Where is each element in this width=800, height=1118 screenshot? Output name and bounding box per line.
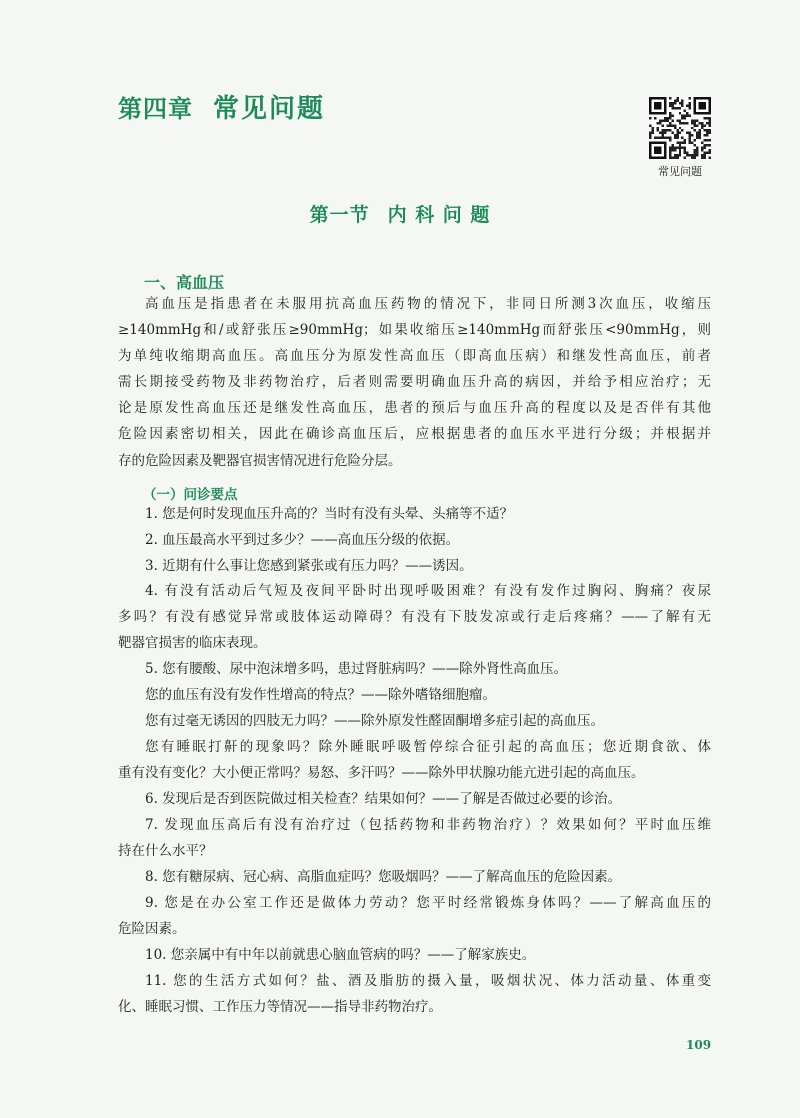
text-line: 7. 发现血压高后有没有治疗过（包括药物和非药物治疗）？效果如何？平时血压维: [145, 817, 711, 833]
text-line: 化、睡眠习惯、工作压力等情况——指导非药物治疗。: [118, 999, 442, 1016]
text-line: 您有睡眠打鼾的现象吗？除外睡眠呼吸暂停综合征引起的高血压；您近期食欲、体: [145, 739, 711, 755]
section-heading: [0, 200, 800, 227]
text-line: ≥140mmHg和/或舒张压≥90mmHg；如果收缩压≥140mmHg而舒张压<90mmHg，则: [118, 322, 711, 339]
text-line: 多吗？有没有感觉异常或肢体运动障碍？有没有下肢发凉或行走后疼痛？——了解有无: [118, 609, 711, 626]
subheading: （一）问诊要点: [143, 487, 238, 503]
chapter-number: 第四章: [118, 94, 193, 123]
question-5: 5. 您有腰酸、尿中泡沫增多吗，患过肾脏病吗？——除外肾性高血压。: [145, 661, 568, 677]
text-line: 持在什么水平？: [118, 843, 213, 860]
text-line: 存的危险因素及靶器官损害情况进行危险分层。: [118, 452, 402, 469]
text-line: 危险因素。: [118, 921, 186, 938]
question-6: 6. 发现后是否到医院做过相关检查？结果如何？——了解是否做过必要的诊治。: [145, 791, 622, 807]
question-11: [118, 968, 711, 1020]
section-title: 内 科 问 题: [387, 204, 491, 226]
text-line: 9. 您是在办公室工作还是做体力劳动？您平时经常锻炼身体吗？——了解高血压的: [145, 895, 711, 911]
question-8: 8. 您有糖尿病、冠心病、高脂血症吗？您吸烟吗？——了解高血压的危险因素。: [145, 869, 622, 885]
text-line: 高血压是指患者在未服用抗高血压药物的情况下，非同日所测3次血压，收缩压: [145, 296, 711, 312]
text-line: 4. 有没有活动后气短及夜间平卧时出现呼吸困难？有没有发作过胸闷、胸痛？夜尿: [145, 583, 711, 599]
question-5-sleep-thyroid: [118, 734, 711, 786]
question-9: [118, 890, 711, 942]
text-line: 重有没有变化？大小便正常吗？易怒、多汗吗？——除外甲状腺功能亢进引起的高血压。: [118, 765, 645, 782]
text-line: 需长期接受药物及非药物治疗，后者则需要明确血压升高的病因，并给予相应治疗；无: [118, 374, 711, 391]
question-7: [118, 812, 711, 864]
question-5-pheo: 您的血压有没有发作性增高的特点？——除外嗜铬细胞瘤。: [145, 687, 496, 703]
text-line: 为单纯收缩期高血压。高血压分为原发性高血压（即高血压病）和继发性高血压，前者: [118, 348, 711, 365]
intro-paragraph: [118, 291, 711, 474]
section-number: 第一节: [309, 204, 370, 226]
qr-caption: 常见问题: [658, 165, 702, 178]
chapter-title: 常见问题: [213, 94, 326, 124]
question-3: 3. 近期有什么事让您感到紧张或有压力吗？——诱因。: [145, 558, 473, 574]
text-line: 危险因素密切相关，因此在确诊高血压后，应根据患者的血压水平进行分级；并根据并: [118, 426, 711, 443]
question-2: 2. 血压最高水平到过多少？——高血压分级的依据。: [145, 532, 460, 548]
question-10: 10. 您亲属中有中年以前就患心脑血管病的吗？——了解家族史。: [145, 947, 536, 963]
page-number: 109: [686, 1038, 712, 1052]
question-5-aldosteronism: 您有过毫无诱因的四肢无力吗？——除外原发性醛固酮增多症引起的高血压。: [145, 713, 604, 729]
question-1: 1. 您是何时发现血压升高的？当时有没有头晕、头痛等不适？: [145, 506, 514, 522]
text-line: 论是原发性高血压还是继发性高血压，患者的预后与血压升高的程度以及是否伴有其他: [118, 400, 711, 417]
text-line: 11. 您的生活方式如何？盐、酒及脂肪的摄入量，吸烟状况、体力活动量、体重变: [145, 973, 711, 989]
question-4: [118, 578, 711, 656]
qr-code-image[interactable]: [649, 97, 711, 159]
chapter-heading: [118, 88, 325, 125]
text-line: 靶器官损害的临床表现。: [118, 635, 267, 652]
topic-heading: 一、高血压: [144, 273, 225, 292]
